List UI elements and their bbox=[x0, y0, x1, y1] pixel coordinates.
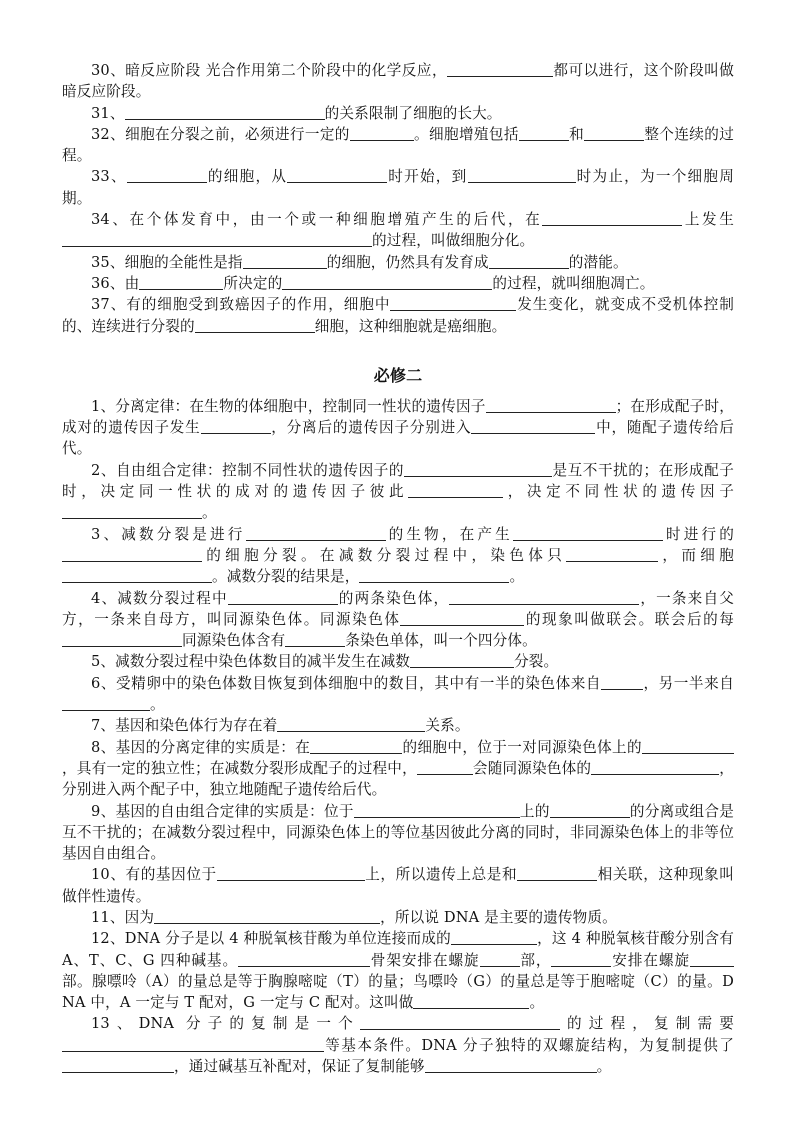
blank[interactable] bbox=[489, 253, 569, 269]
item-36: 36、由 所决定的 的过程，就叫细胞凋亡。 bbox=[91, 274, 655, 292]
blank[interactable] bbox=[246, 525, 386, 541]
blank[interactable] bbox=[584, 125, 644, 141]
blank[interactable] bbox=[591, 759, 719, 775]
item-1: 1、分离定律：在生物的体细胞中，控制同一性状的遗传因子 ；在形成配子时，成对的遗传因子发生 ，分离后的遗传因子分别进入 中，随配子遗传给后代。 bbox=[62, 397, 735, 458]
blank[interactable] bbox=[62, 503, 202, 519]
item-13: 13、DNA 分子的复制是一个 的过程，复制需要等基本条件。DNA 分子独特的双螺旋结构，为复制提供了，通过碱基互补配对，保证了复制能够 。 bbox=[62, 1013, 734, 1077]
blank[interactable] bbox=[542, 210, 682, 226]
blank[interactable] bbox=[62, 631, 182, 647]
section-title: 必修二 bbox=[373, 365, 423, 385]
blank[interactable] bbox=[517, 865, 597, 881]
item-32: 32、细胞在分裂之前，必须进行一定的 。细胞增殖包括 和 整个连续的过程。 bbox=[62, 125, 734, 165]
blank[interactable] bbox=[449, 589, 639, 605]
item-5: 5、减数分裂过程中染色体数目的减半发生在减数 分裂。 bbox=[91, 653, 559, 671]
item-12: 12、DNA 分子是以 4 种脱氧核苷酸为单位连接而成的 ，这 4 种脱氧核苷酸分别含有 A、T、C、G 四种碱基。 骨架安排在螺旋 部， 安排在螺旋部。腺嘌呤（A）的量总是等于胸腺嘧啶（T）的量；鸟嘌呤（G）的量总是等于胞嘧啶（C）的量。DNA 中，A 一定与 T 配对，G 一定与 C 配对。这叫做 。 bbox=[62, 930, 734, 1012]
blank[interactable] bbox=[139, 274, 223, 290]
blank[interactable] bbox=[519, 125, 569, 141]
blank[interactable] bbox=[468, 167, 576, 183]
item-6: 6、受精卵中的染色体数目恢复到体细胞中的数目，其中有一半的染色体来自 ，另一半来自。 bbox=[62, 673, 734, 716]
blank[interactable] bbox=[601, 674, 643, 690]
blank[interactable] bbox=[690, 951, 734, 967]
blank[interactable] bbox=[390, 295, 516, 311]
blank[interactable] bbox=[282, 274, 492, 290]
item-11: 11、因为 ，所以说 DNA 是主要的遗传物质。 bbox=[91, 908, 617, 926]
item-37: 37、有的细胞受到致癌因子的作用，细胞中 发生变化，就变成不受机体控制的、连续进行分裂的 细胞，这种细胞就是癌细胞。 bbox=[62, 296, 734, 335]
blank[interactable] bbox=[480, 951, 520, 967]
blank[interactable] bbox=[413, 993, 529, 1009]
blank[interactable] bbox=[228, 589, 338, 605]
blank[interactable] bbox=[642, 738, 734, 754]
item-10: 10、有的基因位于 上，所以遗传上总是和 相关联，这种现象叫做伴性遗传。 bbox=[62, 866, 735, 905]
blank[interactable] bbox=[486, 397, 616, 413]
blank[interactable] bbox=[127, 167, 207, 183]
blank[interactable] bbox=[359, 567, 509, 583]
blank[interactable] bbox=[201, 418, 271, 434]
blank[interactable] bbox=[551, 951, 611, 967]
item-3: 3、减数分裂是进行 的生物，在产生 时进行的的细胞分裂。在减数分裂过程中，染色体只 ，而细胞。减数分裂的结果是， 。 bbox=[62, 524, 734, 588]
blank[interactable] bbox=[451, 929, 537, 945]
item-4: 4、减数分裂过程中 的两条染色体， ，一条来自父方，一条来自母方，叫同源染色体。同源染色体 的现象叫做联会。联会后的每同源染色体含有 条染色单体，叫一个四分体。 bbox=[62, 589, 734, 650]
blank[interactable] bbox=[238, 951, 370, 967]
blank[interactable] bbox=[195, 317, 315, 333]
blank[interactable] bbox=[287, 167, 387, 183]
blank[interactable] bbox=[62, 1036, 324, 1052]
item-8: 8、基因的分离定律的实质是：在 的细胞中，位于一对同源染色体上的，具有一定的独立性；在减数分裂形成配子的过程中， 会随同源染色体的 ，分别进入两个配子中，独立地随配子遗传给后代。 bbox=[62, 738, 735, 799]
blank[interactable] bbox=[400, 610, 524, 626]
blank[interactable] bbox=[417, 759, 473, 775]
blank[interactable] bbox=[62, 567, 212, 583]
item-33: 33、 的细胞，从 时开始，到 时为止，为一个细胞周期。 bbox=[62, 168, 734, 207]
blank[interactable] bbox=[354, 802, 520, 818]
blank[interactable] bbox=[566, 546, 658, 562]
blank[interactable] bbox=[350, 125, 414, 141]
blank[interactable] bbox=[513, 525, 663, 541]
blank[interactable] bbox=[550, 802, 630, 818]
blank[interactable] bbox=[310, 738, 402, 754]
blank[interactable] bbox=[62, 546, 202, 562]
item-31: 31、 的关系限制了细胞的长大。 bbox=[91, 104, 502, 122]
blank[interactable] bbox=[62, 1057, 174, 1073]
blank[interactable] bbox=[410, 652, 514, 668]
worksheet-page bbox=[62, 60, 734, 1077]
item-2: 2、自由组合定律：控制不同性状的遗传因子的 是互不干扰的；在形成配子时，决定同一性状的成对的遗传因子彼此 ，决定不同性状的遗传因子。 bbox=[62, 461, 734, 522]
blank[interactable] bbox=[277, 716, 425, 732]
blank[interactable] bbox=[471, 418, 595, 434]
blank[interactable] bbox=[154, 908, 380, 924]
item-35: 35、细胞的全能性是指 的细胞，仍然具有发育成 的潜能。 bbox=[91, 253, 628, 271]
blank[interactable] bbox=[404, 461, 552, 477]
blank[interactable] bbox=[62, 695, 150, 711]
item-7: 7、基因和染色体行为存在着 关系。 bbox=[91, 717, 470, 735]
item-9: 9、基因的自由组合定律的实质是：位于 上的 的分离或组合是互不干扰的；在减数分裂过程中，同源染色体上的等位基因彼此分离的同时，非同源染色体上的非等位基因自由组合。 bbox=[62, 802, 734, 863]
blank[interactable] bbox=[447, 61, 553, 77]
blank[interactable] bbox=[360, 1014, 560, 1030]
blank[interactable] bbox=[425, 1057, 597, 1073]
item-34: 34、在个体发育中，由一个或一种细胞增殖产生的后代，在 上发生的过程，叫做细胞分化。 bbox=[62, 209, 734, 252]
blank[interactable] bbox=[125, 104, 325, 120]
blank[interactable] bbox=[285, 631, 345, 647]
blank[interactable] bbox=[62, 231, 372, 247]
blank[interactable] bbox=[217, 865, 365, 881]
blank[interactable] bbox=[408, 482, 503, 498]
blank[interactable] bbox=[243, 253, 327, 269]
item-30: 30、暗反应阶段 光合作用第二个阶段中的化学反应， 都可以进行，这个阶段叫做暗反应阶段。 bbox=[62, 62, 734, 101]
